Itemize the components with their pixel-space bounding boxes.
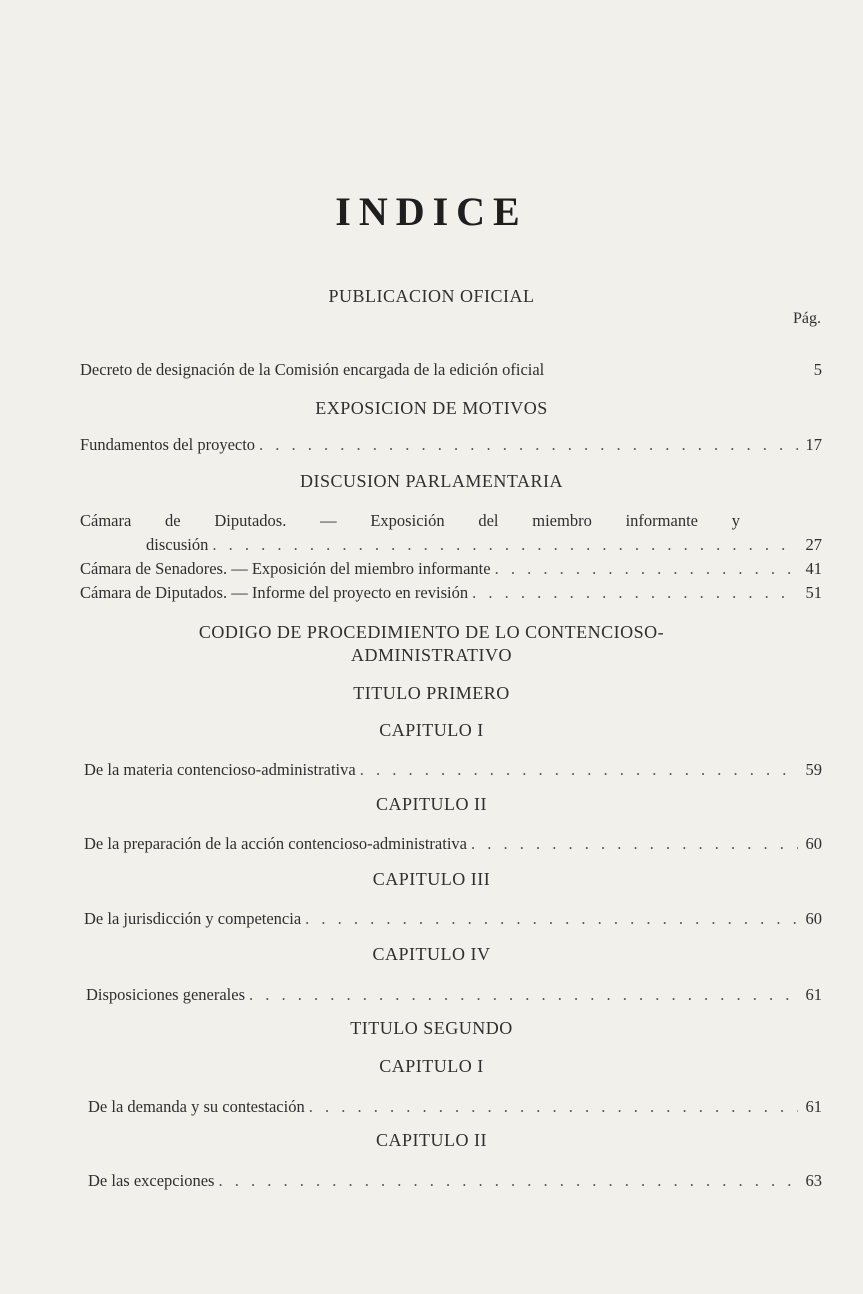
toc-entry-camara-diputados-line2	[146, 535, 822, 555]
toc-entry-jurisdiccion	[84, 909, 822, 929]
toc-entry-text: De las excepciones	[88, 1171, 215, 1190]
toc-entry-fundamentos	[80, 435, 822, 455]
section-codigo-line1: CODIGO DE PROCEDIMIENTO DE LO CONTENCIOSO-	[198, 622, 665, 642]
toc-entry-page: 61	[805, 1097, 822, 1116]
section-capitulo-ii: CAPITULO II	[376, 794, 487, 814]
section-capitulo-i: CAPITULO I	[379, 720, 484, 740]
toc-entry-text: discusión	[146, 535, 209, 554]
toc-entry-preparacion	[84, 834, 822, 854]
section-codigo-line2: ADMINISTRATIVO	[351, 645, 512, 665]
toc-entry-camara-senadores	[80, 559, 822, 579]
toc-entry-page: 59	[805, 760, 822, 779]
section-capitulo-iv: CAPITULO IV	[372, 944, 491, 964]
page-column-label: Pág.	[793, 310, 821, 327]
toc-entry-text: Decreto de designación de la Comisión encargada de la edición oficial	[80, 360, 545, 379]
toc-entry-text: Cámara de Senadores. — Exposición del miembro informante	[80, 559, 491, 578]
toc-entry-text: De la demanda y su contestación	[88, 1097, 305, 1116]
toc-entry-camara-diputados-revision	[80, 583, 822, 603]
section-publicacion-oficial: PUBLICACION OFICIAL	[328, 286, 535, 306]
toc-entry-text: De la materia contencioso-administrativa	[84, 760, 356, 779]
toc-entry-camara-diputados-line1	[80, 511, 740, 531]
toc-entry-page: 60	[805, 834, 822, 853]
section-discusion-parlamentaria: DISCUSION PARLAMENTARIA	[300, 471, 563, 491]
toc-entry-text: Fundamentos del proyecto	[80, 435, 256, 454]
toc-entry-demanda	[88, 1097, 822, 1117]
section-capitulo-iii: CAPITULO III	[372, 869, 491, 889]
toc-entry-text: De la jurisdicción y competencia	[84, 909, 302, 928]
toc-entry-page: 63	[805, 1171, 822, 1190]
toc-entry-decreto	[80, 360, 822, 380]
page-title: INDICE	[335, 189, 528, 234]
toc-entry-page: 17	[805, 435, 822, 454]
section-t2-capitulo-ii: CAPITULO II	[376, 1130, 487, 1150]
toc-entry-excepciones	[88, 1171, 822, 1191]
toc-entry-materia	[84, 760, 822, 780]
toc-entry-text: Cámara de Diputados. — Exposición del miembro informante y	[80, 511, 740, 530]
toc-entry-page: 5	[813, 360, 822, 379]
toc-entry-page: 51	[805, 583, 822, 602]
section-titulo-primero: TITULO PRIMERO	[353, 683, 510, 703]
toc-entry-page: 61	[805, 985, 822, 1004]
toc-entry-text: Disposiciones generales	[86, 985, 245, 1004]
toc-entry-page: 60	[805, 909, 822, 928]
toc-entry-page: 41	[805, 559, 822, 578]
toc-entry-page: 27	[805, 535, 822, 554]
toc-entry-text: De la preparación de la acción contencioso-administrativa	[84, 834, 467, 853]
toc-entry-disposiciones	[86, 985, 822, 1005]
section-exposicion-de-motivos: EXPOSICION DE MOTIVOS	[315, 398, 548, 418]
section-t2-capitulo-i: CAPITULO I	[379, 1056, 484, 1076]
toc-entry-text: Cámara de Diputados. — Informe del proyecto en revisión	[80, 583, 469, 602]
section-titulo-segundo: TITULO SEGUNDO	[350, 1018, 513, 1038]
